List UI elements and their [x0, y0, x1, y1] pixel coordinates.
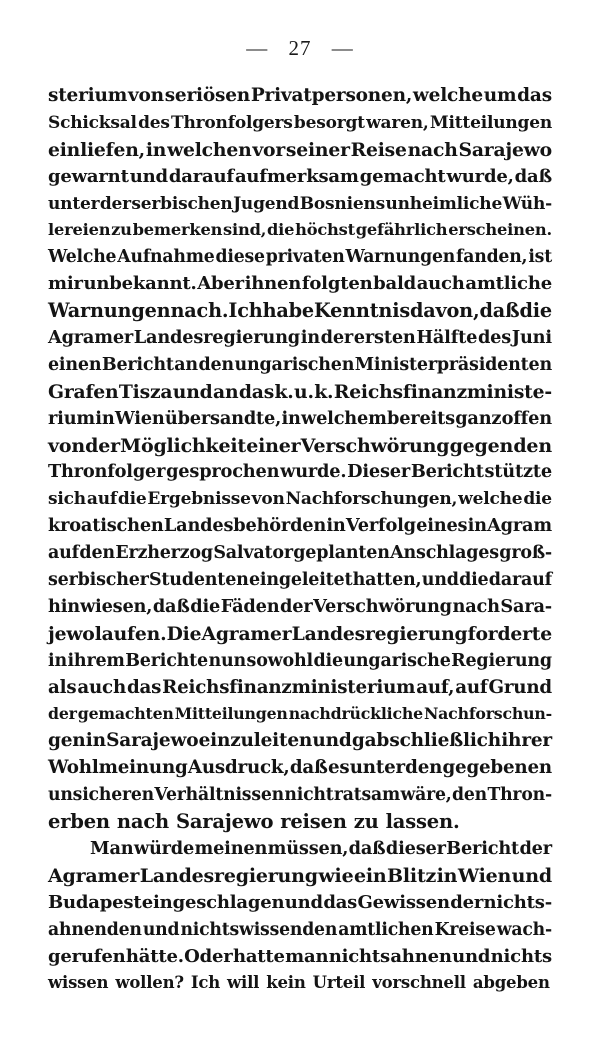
word: Bosniens — [299, 193, 385, 214]
word: müssen, — [267, 837, 349, 859]
word: gemachten — [77, 704, 174, 724]
word: Sara- — [500, 595, 552, 617]
word: nicht — [284, 785, 334, 806]
word: Man — [90, 837, 134, 859]
word: Tisza — [118, 380, 173, 403]
text-line — [48, 513, 552, 540]
word: einen — [48, 354, 102, 375]
word: Kenntnis — [313, 299, 410, 323]
word: stützte — [484, 461, 552, 483]
word: höchst — [295, 220, 355, 240]
word: wollen? — [115, 973, 184, 993]
word: Bericht — [446, 837, 520, 859]
word: Verhältnissen — [154, 785, 284, 806]
word: Ausdruck, — [187, 757, 290, 779]
word: wurde, — [446, 165, 514, 187]
word: ist — [528, 247, 552, 268]
word: Oder — [184, 945, 233, 967]
word: sind, — [223, 220, 267, 240]
word: Aufnahme — [117, 247, 215, 268]
word: in — [145, 138, 167, 161]
text-line — [48, 648, 552, 675]
word: den — [452, 785, 488, 806]
word: unter — [48, 193, 100, 214]
text-line — [48, 325, 552, 352]
word: erben — [48, 810, 110, 834]
word: auf — [86, 489, 117, 510]
word: gegen — [449, 434, 514, 457]
word: Mitteilungen — [174, 704, 288, 724]
word: kroatischen — [48, 515, 164, 537]
word: Anschlages — [390, 543, 499, 564]
word: Grund — [488, 676, 552, 698]
word: ersten — [353, 327, 416, 349]
word: gesprochen — [166, 461, 280, 483]
word: wach- — [496, 919, 552, 940]
word: daß — [348, 837, 386, 859]
word: Agramer — [48, 327, 134, 349]
word: wie — [318, 864, 354, 887]
word: Möglichkeit — [120, 434, 246, 457]
word: Wien — [457, 864, 512, 887]
word: Landesbehörden — [163, 515, 327, 537]
word: von — [127, 85, 164, 106]
word: kein — [266, 973, 306, 993]
word: unheimliche — [385, 193, 503, 214]
word: in — [95, 407, 115, 429]
word: die — [523, 489, 552, 510]
page-number-dash-left: — — [246, 36, 269, 60]
word: Verschwörung — [313, 595, 452, 617]
word: aufmerksam — [234, 165, 359, 187]
word: Dieser — [347, 461, 411, 483]
word: ungarischen — [234, 354, 355, 375]
word: nach — [116, 810, 169, 834]
word: nachdrückliche — [288, 704, 423, 724]
word: wissen — [48, 973, 109, 993]
word: k. — [314, 380, 334, 403]
word: nichts- — [483, 891, 552, 913]
word: Agramer — [48, 864, 140, 887]
word: nun — [208, 650, 247, 671]
word: unter — [349, 757, 405, 779]
word: privaten — [265, 247, 345, 268]
text-line — [48, 944, 552, 971]
word: einzuleiten — [198, 730, 313, 752]
word: ihrem — [67, 650, 125, 671]
word: seiner — [285, 138, 350, 161]
word: in — [48, 650, 67, 671]
word: nichts — [490, 945, 552, 967]
word: des — [477, 327, 512, 349]
word: bald — [373, 273, 417, 295]
word: ein — [353, 864, 387, 887]
word: von — [251, 489, 285, 510]
word: das — [238, 380, 275, 403]
word: sich — [48, 489, 86, 510]
word: der — [450, 891, 484, 913]
word: serbischer — [48, 570, 149, 591]
word: daß — [479, 299, 520, 323]
word: Verfolg — [345, 515, 416, 537]
word: ihrer — [501, 730, 552, 752]
word: und — [142, 919, 180, 940]
word: als — [48, 676, 77, 698]
word: davon, — [410, 299, 480, 323]
word: zu — [353, 810, 379, 834]
word: auf — [48, 543, 79, 564]
word: gemacht — [359, 165, 446, 187]
word: die — [519, 299, 552, 323]
word: würde — [133, 837, 195, 859]
word: Sarajewo — [106, 730, 199, 752]
word: ungarische — [343, 650, 451, 671]
text-line — [48, 352, 552, 379]
word: nach — [452, 595, 500, 617]
word: Privatpersonen, — [250, 85, 413, 106]
word: Juni — [511, 327, 552, 349]
word: auch — [77, 676, 127, 698]
word: welchem — [300, 407, 387, 429]
word: gab — [351, 730, 390, 752]
word: von — [48, 434, 85, 457]
word: Wohlmeinung — [48, 757, 188, 779]
word: will — [227, 973, 260, 993]
word: in — [85, 730, 106, 752]
page-number-dash-right: — — [331, 36, 354, 60]
word: unbekannt. — [83, 273, 197, 295]
word: wäre, — [400, 785, 452, 806]
word: laufen. — [94, 622, 167, 645]
word: Nachforschungen, — [285, 489, 458, 510]
word: Sarajewo — [175, 810, 274, 834]
text-line — [48, 540, 552, 567]
word: der — [320, 327, 354, 349]
word: Ich — [190, 973, 221, 993]
word: besorgt — [293, 112, 365, 133]
text-line — [48, 486, 552, 513]
word: vorschnell — [372, 973, 466, 993]
text-line — [48, 298, 552, 325]
word: offen — [501, 407, 552, 429]
word: eingeschlagen — [141, 891, 285, 913]
word: hinwiesen, — [48, 595, 153, 617]
word: Ministerpräsidenten — [354, 354, 552, 375]
word: das — [126, 676, 162, 698]
word: Budapest — [48, 891, 142, 913]
text-line — [48, 244, 552, 271]
word: und — [312, 730, 352, 752]
word: dieser — [385, 837, 446, 859]
word: Reichsfinanzministe- — [333, 380, 552, 403]
word: das — [323, 891, 358, 913]
word: Hälfte — [416, 327, 478, 349]
word: Grafen — [48, 380, 119, 403]
word: mir — [48, 273, 83, 295]
word: Reise — [350, 138, 407, 161]
word: Ergebnisse — [147, 489, 251, 510]
word: bemerken — [132, 220, 223, 240]
word: reisen — [280, 810, 347, 834]
word: Landesregierung — [133, 327, 300, 349]
text-line — [48, 809, 552, 836]
word: und — [421, 570, 459, 591]
text-line — [48, 406, 552, 433]
word: auf, — [416, 676, 455, 698]
word: rium — [48, 407, 95, 429]
word: Blitz — [387, 864, 437, 887]
page-number-value: 27 — [288, 36, 312, 60]
word: Agram — [487, 515, 552, 537]
word: serbischen — [131, 193, 233, 214]
paragraph — [48, 83, 552, 836]
word: Berichte — [125, 650, 208, 671]
word: Mitteilungen — [429, 112, 552, 133]
word: Welche — [48, 247, 117, 268]
word: und — [452, 945, 491, 967]
word: der — [280, 595, 313, 617]
word: welchen — [167, 138, 252, 161]
word: gerufen — [48, 945, 126, 967]
word: darauf — [168, 165, 234, 187]
word: Aber — [197, 273, 244, 295]
text-line — [48, 83, 552, 110]
word: amtlichen — [338, 919, 434, 940]
word: Thron- — [487, 785, 552, 806]
word: man — [285, 945, 329, 967]
paragraph — [48, 836, 552, 997]
word: Ich — [228, 299, 263, 323]
word: und — [284, 891, 323, 913]
word: zu — [111, 220, 132, 240]
word: die — [117, 489, 147, 510]
word: wurde. — [280, 461, 347, 483]
word: welche — [458, 489, 523, 510]
word: Salvator — [213, 543, 293, 564]
word: erscheinen. — [448, 220, 552, 240]
word: den — [79, 543, 115, 564]
word: Jugend — [233, 193, 300, 214]
word: die — [267, 220, 295, 240]
text-line — [48, 164, 552, 191]
body-text — [48, 83, 552, 997]
word: ratsam — [333, 785, 401, 806]
word: übersandte, — [164, 407, 282, 429]
word: die — [313, 650, 343, 671]
word: groß- — [499, 543, 552, 564]
word: amtliche — [465, 273, 552, 295]
word: habe — [262, 299, 314, 323]
word: und — [511, 864, 552, 887]
word: daß — [514, 165, 552, 187]
text-line — [48, 191, 552, 218]
word: gefährlich — [355, 220, 448, 240]
word: ahnenden — [48, 919, 142, 940]
word: gen — [48, 730, 86, 752]
word: es — [327, 757, 350, 779]
word: Bericht — [101, 354, 174, 375]
text-line — [48, 701, 552, 728]
word: sowohl — [246, 650, 313, 671]
word: eines — [416, 515, 468, 537]
word: vor — [252, 138, 286, 161]
word: Urteil — [312, 973, 366, 993]
word: auch — [416, 273, 465, 295]
word: in — [281, 407, 301, 429]
word: Fäden — [220, 595, 280, 617]
text-line — [48, 755, 552, 782]
word: Erzherzog — [115, 543, 213, 564]
word: meinen — [194, 837, 268, 859]
word: hatten, — [352, 570, 422, 591]
text-line — [48, 110, 552, 137]
word: die — [459, 570, 489, 591]
text-line — [48, 137, 552, 164]
text-line — [48, 459, 552, 486]
word: der — [99, 193, 131, 214]
word: lereien — [48, 220, 111, 240]
word: eingeleitet — [248, 570, 353, 591]
word: Landesregierung — [139, 864, 318, 887]
word: waren, — [366, 112, 429, 133]
word: den — [198, 354, 234, 375]
word: um — [483, 85, 517, 106]
word: unsicheren — [48, 785, 154, 806]
word: Regierung — [451, 650, 552, 671]
word: Verschwörung — [300, 434, 450, 457]
text-line — [48, 217, 552, 244]
text-line — [48, 567, 552, 594]
text-line — [48, 917, 552, 944]
word: auf — [455, 676, 488, 698]
word: ihnen — [244, 273, 302, 295]
word: Sarajewo — [458, 138, 552, 161]
word: ahnen — [390, 945, 452, 967]
word: bereits — [387, 407, 455, 429]
text-line — [48, 863, 552, 890]
word: darauf — [488, 570, 552, 591]
word: Warnungen — [48, 299, 171, 323]
word: die — [190, 595, 221, 617]
word: Reichsfinanzministerium — [162, 676, 416, 698]
word: Thronfolger — [48, 461, 166, 483]
word: Landesregierung — [291, 622, 468, 645]
word: nichtswissenden — [180, 919, 338, 940]
word: der — [85, 434, 120, 457]
word: Schicksal — [48, 112, 137, 133]
word: k. — [274, 380, 294, 403]
word: das — [517, 85, 552, 106]
text-line — [48, 728, 552, 755]
word: in — [300, 327, 320, 349]
word: ganz — [455, 407, 502, 429]
word: gegebenen — [442, 757, 552, 779]
word: Warnungen — [345, 247, 456, 268]
word: des — [138, 112, 170, 133]
text-line — [48, 433, 552, 460]
word: Bericht — [410, 461, 484, 483]
word: einer — [246, 434, 301, 457]
word: nach. — [170, 299, 229, 323]
word: in — [436, 864, 458, 887]
word: in — [326, 515, 346, 537]
word: u. — [294, 380, 314, 403]
text-line — [48, 782, 552, 809]
word: abgeben — [472, 973, 550, 993]
word: nichts — [328, 945, 390, 967]
text-line — [48, 890, 552, 917]
word: in — [467, 515, 487, 537]
text-line — [48, 271, 552, 298]
word: nach — [407, 138, 458, 161]
word: Wüh- — [502, 193, 552, 214]
word: diese — [215, 247, 265, 268]
word: jewo — [48, 622, 95, 645]
word: geplanten — [293, 543, 390, 564]
text-line — [48, 675, 552, 702]
word: den — [513, 434, 552, 457]
word: gewarnt — [48, 165, 129, 187]
word: lassen. — [385, 810, 460, 834]
word: der — [48, 704, 77, 724]
word: seriösen — [164, 85, 251, 106]
word: Die — [166, 622, 202, 645]
word: Nachforschun- — [423, 704, 552, 724]
word: folgten — [301, 273, 373, 295]
word: den — [405, 757, 443, 779]
word: welche — [412, 85, 483, 106]
word: fanden, — [456, 247, 528, 268]
word: und — [129, 165, 168, 187]
text-line — [48, 621, 552, 648]
word: hätte. — [125, 945, 184, 967]
word: Kreise — [434, 919, 496, 940]
word: forderte — [467, 622, 552, 645]
text-line — [48, 970, 552, 997]
word: daß — [289, 757, 328, 779]
word: sterium — [48, 85, 128, 106]
word: Studenten — [148, 570, 249, 591]
word: Thronfolgers — [171, 112, 293, 133]
word: Agramer — [201, 622, 292, 645]
word: an — [213, 380, 239, 403]
word: der — [519, 837, 552, 859]
word: einliefen, — [48, 138, 146, 161]
page-number — [0, 36, 600, 61]
word: hatte — [232, 945, 285, 967]
word: an — [174, 354, 198, 375]
word: schließlich — [389, 730, 501, 752]
word: daß — [152, 595, 190, 617]
text-line — [48, 379, 552, 406]
word: Wien — [114, 407, 165, 429]
word: und — [172, 380, 213, 403]
word: Gewissen — [357, 891, 450, 913]
text-line — [48, 836, 552, 863]
text-line — [48, 594, 552, 621]
